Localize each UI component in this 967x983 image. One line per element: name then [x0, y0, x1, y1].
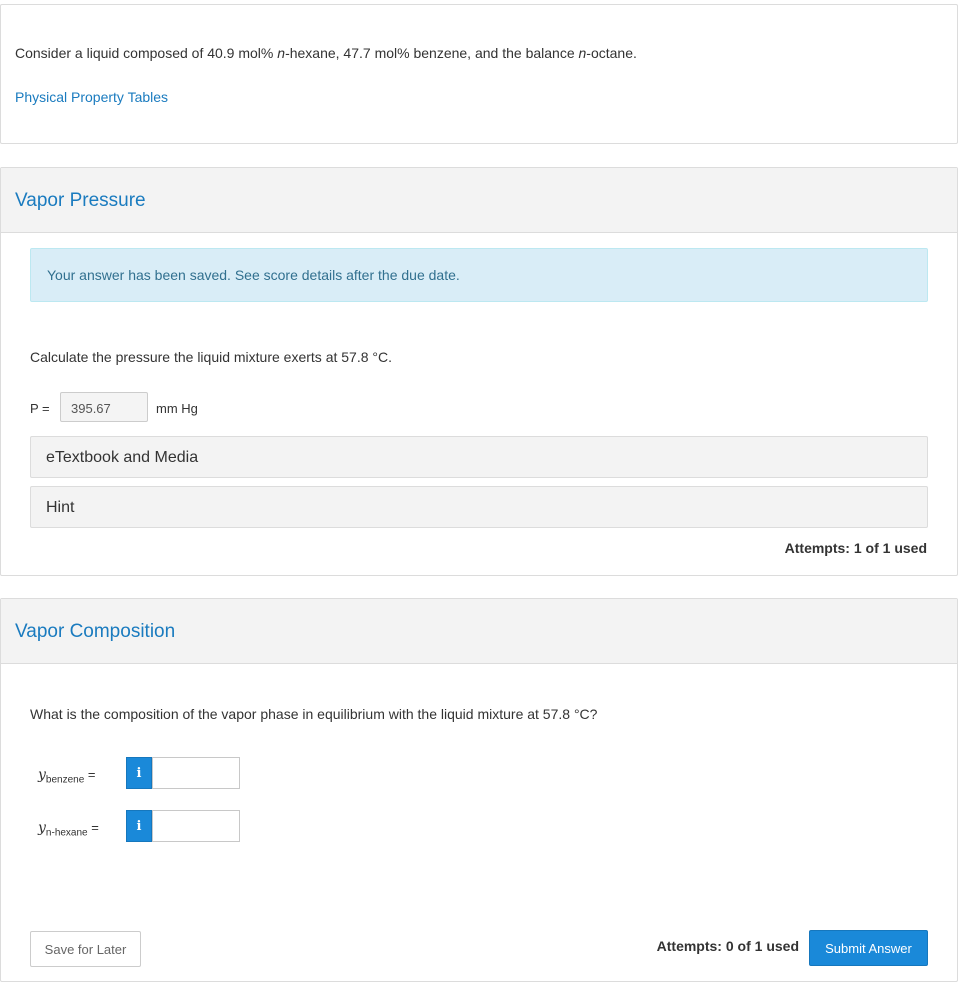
statement-part-3: -octane.: [586, 45, 637, 61]
vapor-composition-attempts: Attempts: 0 of 1 used: [656, 938, 799, 954]
pressure-answer-field: [60, 392, 148, 422]
y-n-hexane-input[interactable]: [152, 810, 240, 842]
vapor-pressure-panel: [0, 167, 958, 576]
pressure-unit: mm Hg: [156, 401, 198, 416]
pressure-answer-value: 395.67: [71, 401, 111, 416]
hint-label: Hint: [46, 499, 75, 516]
submit-answer-label: Submit Answer: [825, 941, 912, 956]
problem-statement-panel: [0, 4, 958, 144]
statement-n-2: n: [578, 45, 587, 61]
problem-statement: [15, 45, 637, 61]
info-glyph: i: [136, 766, 142, 781]
save-for-later-label: Save for Later: [44, 942, 127, 957]
save-for-later-button[interactable]: [30, 931, 141, 967]
statement-part-2: -hexane, 47.7 mol% benzene, and the balance: [285, 45, 579, 61]
y-symbol: y: [38, 820, 46, 836]
info-icon[interactable]: [126, 810, 152, 842]
benzene-subscript: benzene: [45, 774, 85, 786]
vapor-composition-header: [1, 599, 957, 664]
statement-n-1: n: [277, 45, 286, 61]
y-benzene-label: [38, 767, 96, 786]
hint-accordion[interactable]: [30, 486, 928, 528]
y-benzene-input[interactable]: [152, 757, 240, 789]
statement-part-1: Consider a liquid composed of 40.9 mol%: [15, 45, 278, 61]
saved-alert: [30, 248, 928, 302]
saved-alert-text: Your answer has been saved. See score details after the due date.: [47, 267, 460, 283]
info-glyph: i: [136, 819, 142, 834]
physical-property-tables-link[interactable]: Physical Property Tables: [15, 89, 169, 105]
equals-sign: =: [87, 767, 96, 782]
vapor-composition-panel: [0, 598, 958, 982]
composition-question: What is the composition of the vapor phase in equilibrium with the liquid mixture at 57.8 °C?: [30, 706, 598, 722]
equals-sign: =: [91, 820, 99, 835]
etextbook-media-accordion[interactable]: [30, 436, 928, 478]
etextbook-media-label: eTextbook and Media: [46, 449, 199, 466]
vapor-pressure-title: Vapor Pressure: [15, 190, 146, 211]
info-icon[interactable]: [126, 757, 152, 789]
n-hexane-subscript: n-hexane: [45, 827, 88, 839]
pressure-question: Calculate the pressure the liquid mixture exerts at 57.8 °C.: [30, 349, 392, 365]
vapor-pressure-header: [1, 168, 957, 233]
vapor-pressure-attempts: Attempts: 1 of 1 used: [784, 540, 927, 556]
y-symbol: y: [38, 767, 46, 783]
pressure-label: P =: [30, 401, 50, 416]
submit-answer-button[interactable]: [809, 930, 928, 966]
vapor-composition-title: Vapor Composition: [15, 621, 176, 642]
y-n-hexane-label: [38, 820, 99, 839]
